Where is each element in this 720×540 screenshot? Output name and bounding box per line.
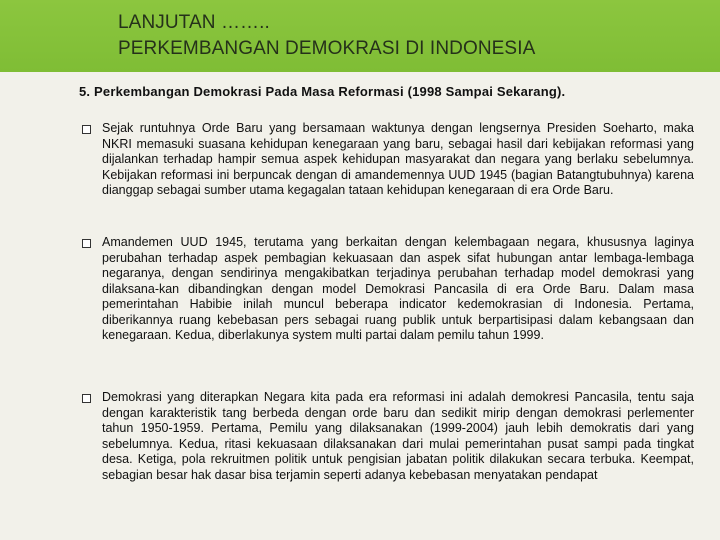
bullet-text-2: Amandemen UUD 1945, terutama yang berkaitan dengan kelembagaan negara, khususnya laginya perubahan terhadap aspek pembagian kekuasaan dan aspek sifat hubungan antar lembaga-lembaga negaranya, dengan sendirinya mengakibatkan terjadinya perubahan terhadap model demokrasi yang dilaksana-kan dibandingkan dengan model Demokrasi Pancasila di era Orde Baru. Dalam masa pemerintahan Habibie inilah muncul beberapa indicator kedemokrasian di Indonesia. Pertama, diberikannya ruang kebebasan pers sebagai ruang publik untuk berpartisipasi dalam kebangsaan dan kenegaraan. Kedua, diberlakunya system multi partai dalam pemilu tahun 1999.: [102, 235, 694, 342]
page-title: [118, 10, 535, 62]
bullet-item-1: [82, 121, 694, 199]
section-heading: 5. Perkembangan Demokrasi Pada Masa Reformasi (1998 Sampai Sekarang).: [79, 84, 566, 99]
title-line-1: LANJUTAN ……..: [118, 12, 270, 33]
bullet-text-3: Demokrasi yang diterapkan Negara kita pada era reformasi ini adalah demokresi Pancasila, tentu saja dengan karakteristik tang berbeda dengan orde baru dan sedikit mirip dengan demokrasi perlementer tahun 1950-1959. Pertama, Pemilu yang dilaksanakan (1999-2004) jauh lebih demokratis dari yang sebelumnya. Kedua, ritasi kekuasaan dilaksanakan dari mulai pemerintahan pusat sampi pada tingkat desa. Ketiga, pola rekruitmen politik untuk pengisian jabatan politik dilakukan secara terbuka. Keempat, sebagian besar hak dasar bisa terjamin seperti adanya kebebasan menyatakan pendapat: [102, 390, 694, 482]
checkbox-bullet-icon: [82, 125, 91, 134]
bullet-item-3: [82, 390, 694, 483]
bullet-item-2: [82, 235, 694, 344]
title-banner: [0, 0, 720, 72]
title-line-2: PERKEMBANGAN DEMOKRASI DI INDONESIA: [118, 38, 536, 59]
checkbox-bullet-icon: [82, 239, 91, 248]
bullet-text-1: Sejak runtuhnya Orde Baru yang bersamaan waktunya dengan lengsernya Presiden Soeharto, maka NKRI memasuki suasana kehidupan kenegaraan yang baru, sebagai hasil dari kebijakan reformasi yang dijalankan terhadap hampir semua aspek kehidupan masyarakat dan negara yang berlaku sebelumnya. Kebijakan reformasi ini berpuncak dengan di amandemennya UUD 1945 (bagian Batangtubuhnya) karena dianggap sebagai sumber utama kegagalan tataan kehidupan kenegaraan di era Orde Baru.: [102, 121, 694, 197]
checkbox-bullet-icon: [82, 394, 91, 403]
